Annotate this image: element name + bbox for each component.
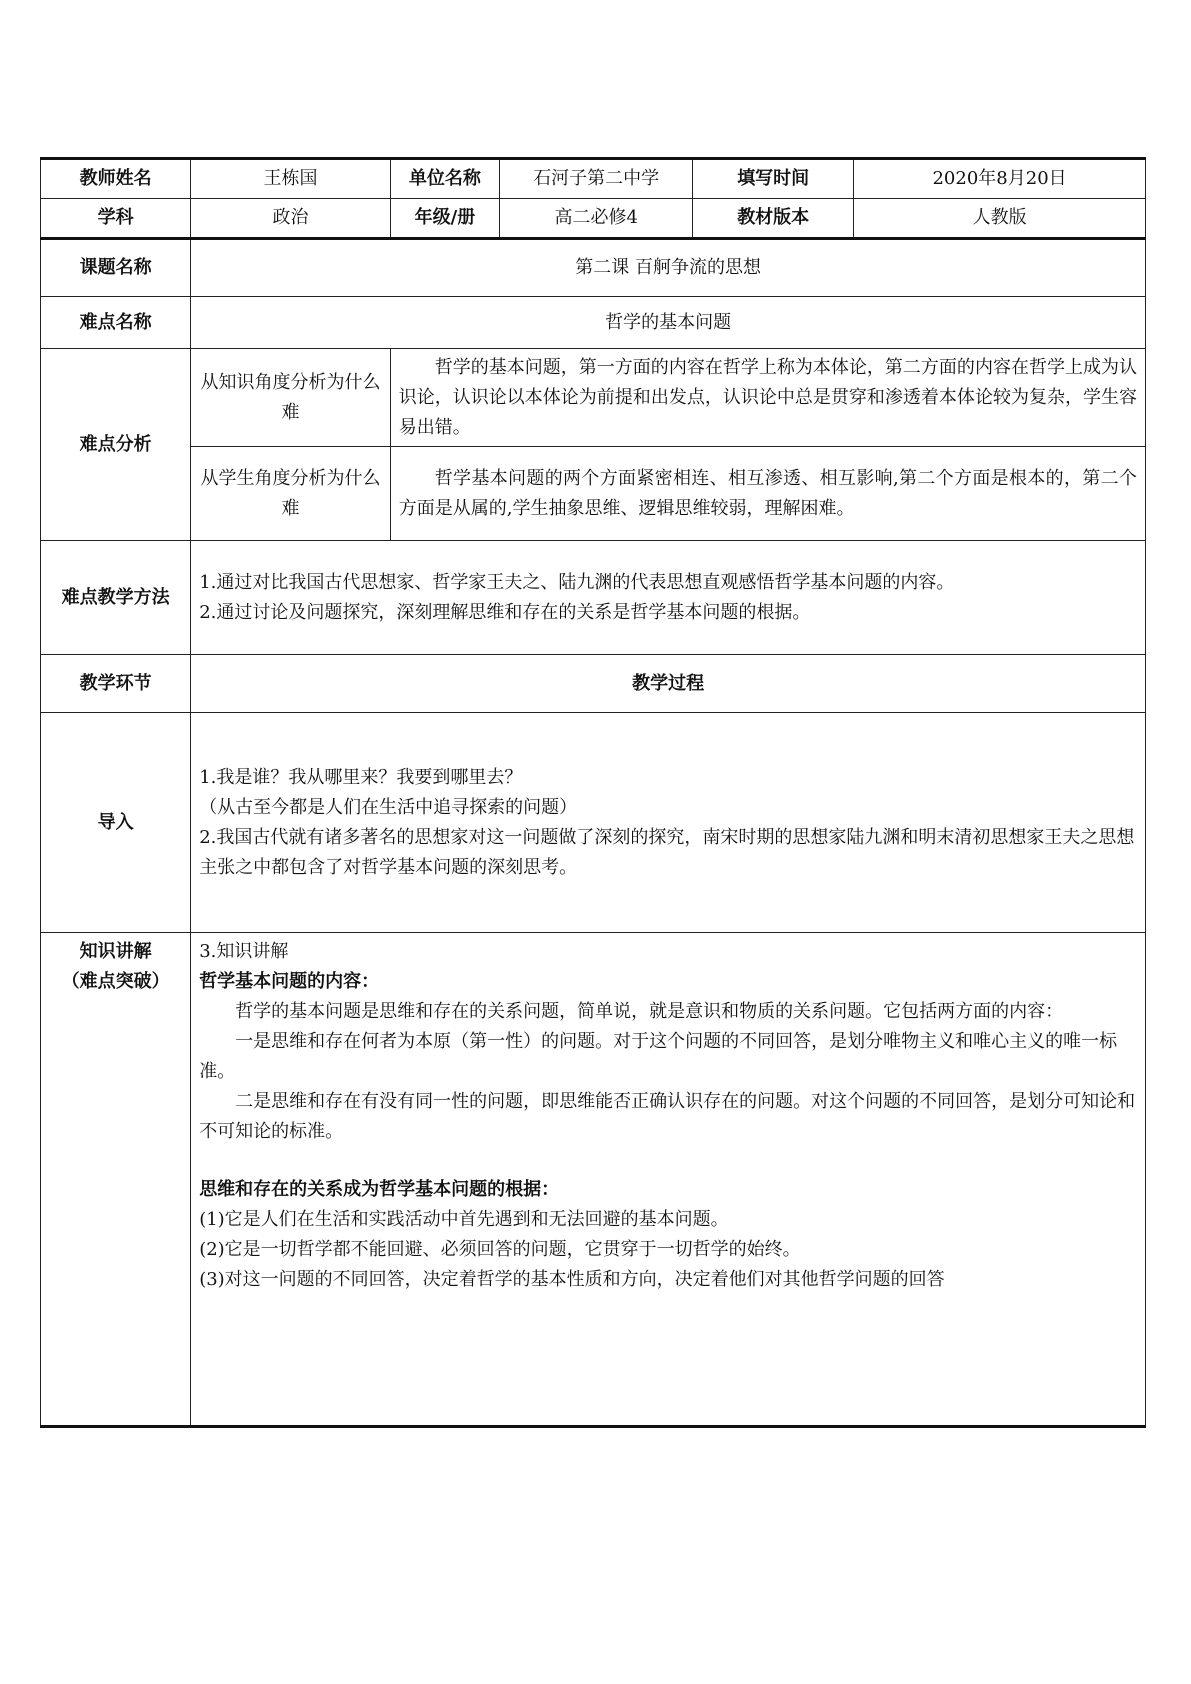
intro-content (191, 713, 1146, 933)
stage-label: 教学环节 (41, 655, 191, 713)
lesson-title-row (41, 239, 1146, 297)
lesson-plan-sheet (40, 157, 1146, 1428)
date-value: 2020年8月20日 (854, 159, 1146, 199)
subject-label: 学科 (41, 199, 191, 239)
knowledge-subheading-2: 思维和存在的关系成为哲学基本问题的根据： (199, 1179, 560, 1200)
process-label: 教学过程 (191, 655, 1146, 713)
spacer (199, 1147, 1137, 1175)
method-row (41, 541, 1146, 655)
unit-value: 石河子第二中学 (500, 159, 693, 199)
date-label: 填写时间 (693, 159, 854, 199)
analysis-student-row (41, 447, 1146, 541)
knowledge-label-line-1: 知识讲解 (79, 941, 152, 962)
info-row-1 (41, 159, 1146, 199)
knowledge-subheading-1: 哲学基本问题的内容： (199, 971, 380, 992)
difficulty-label: 难点名称 (41, 297, 191, 349)
grade-value: 高二必修4 (500, 199, 693, 239)
intro-line-1: 1.我是谁？我从哪里来？我要到哪里去？ (199, 766, 523, 788)
knowledge-label-line-2: （难点突破） (61, 971, 170, 992)
method-label: 难点教学方法 (41, 541, 191, 655)
knowledge-paragraph-3: 二是思维和存在有没有同一性的问题，即思维能否正确认识存在的问题。对这个问题的不同回答，是划分可知论和不可知论的标准。 (199, 1091, 1136, 1142)
difficulty-row (41, 297, 1146, 349)
grade-label: 年级/册 (390, 199, 499, 239)
subject-value: 政治 (191, 199, 391, 239)
method-line-1: 1.通过对比我国古代思想家、哲学家王夫之、陆九渊的代表思想直观感悟哲学基本问题的内容。 (199, 571, 955, 593)
intro-row (41, 713, 1146, 933)
analysis-knowledge-label: 从知识角度分析为什么难 (191, 349, 391, 447)
difficulty-value: 哲学的基本问题 (191, 297, 1146, 349)
process-header-row (41, 655, 1146, 713)
lesson-title-label: 课题名称 (41, 239, 191, 297)
knowledge-label (41, 933, 191, 1427)
intro-label: 导入 (41, 713, 191, 933)
analysis-student-text: 哲学基本问题的两个方面紧密相连、相互渗透、相互影响,第二个方面是根本的，第二个方面是从属的,学生抽象思维、逻辑思维较弱，理解困难。 (390, 447, 1145, 541)
info-row-2 (41, 199, 1146, 239)
teacher-label: 教师姓名 (41, 159, 191, 199)
knowledge-paragraph-2: 一是思维和存在何者为本原（第一性）的问题。对于这个问题的不同回答，是划分唯物主义和唯心主义的唯一标准。 (199, 1031, 1118, 1082)
intro-line-3: 2.我国古代就有诸多著名的思想家对这一问题做了深刻的探究，南宋时期的思想家陆九渊和明末清初思想家王夫之思想主张之中都包含了对哲学基本问题的深刻思考。 (199, 826, 1135, 878)
analysis-knowledge-row (41, 349, 1146, 447)
knowledge-row (41, 933, 1146, 1427)
intro-line-2: （从古至今都是人们在生活中追寻探索的问题） (199, 796, 578, 818)
knowledge-reason-3: (3)对这一问题的不同回答，决定着哲学的基本性质和方向，决定着他们对其他哲学问题的回答 (199, 1269, 945, 1290)
knowledge-reason-1: (1)它是人们在生活和实践活动中首先遇到和无法回避的基本问题。 (199, 1209, 729, 1230)
knowledge-paragraph-1: 哲学的基本问题是思维和存在的关系问题，简单说，就是意识和物质的关系问题。它包括两方面的内容： (235, 1001, 1064, 1022)
textbook-value: 人教版 (854, 199, 1146, 239)
lesson-plan-table (40, 157, 1146, 1428)
textbook-label: 教材版本 (693, 199, 854, 239)
teacher-value: 王栋国 (191, 159, 391, 199)
analysis-knowledge-text: 哲学的基本问题，第一方面的内容在哲学上称为本体论，第二方面的内容在哲学上成为认识论，认识论以本体论为前提和出发点，认识论中总是贯穿和渗透着本体论较为复杂，学生容易出错。 (390, 349, 1145, 447)
knowledge-heading: 3.知识讲解 (199, 941, 289, 962)
analysis-label: 难点分析 (41, 349, 191, 541)
knowledge-content (191, 933, 1146, 1427)
lesson-title-value: 第二课 百舸争流的思想 (191, 239, 1146, 297)
knowledge-reason-2: (2)它是一切哲学都不能回避、必须回答的问题，它贯穿于一切哲学的始终。 (199, 1239, 801, 1260)
method-content (191, 541, 1146, 655)
analysis-student-label: 从学生角度分析为什么难 (191, 447, 391, 541)
unit-label: 单位名称 (390, 159, 499, 199)
method-line-2: 2.通过讨论及问题探究，深刻理解思维和存在的关系是哲学基本问题的根据。 (199, 601, 811, 623)
